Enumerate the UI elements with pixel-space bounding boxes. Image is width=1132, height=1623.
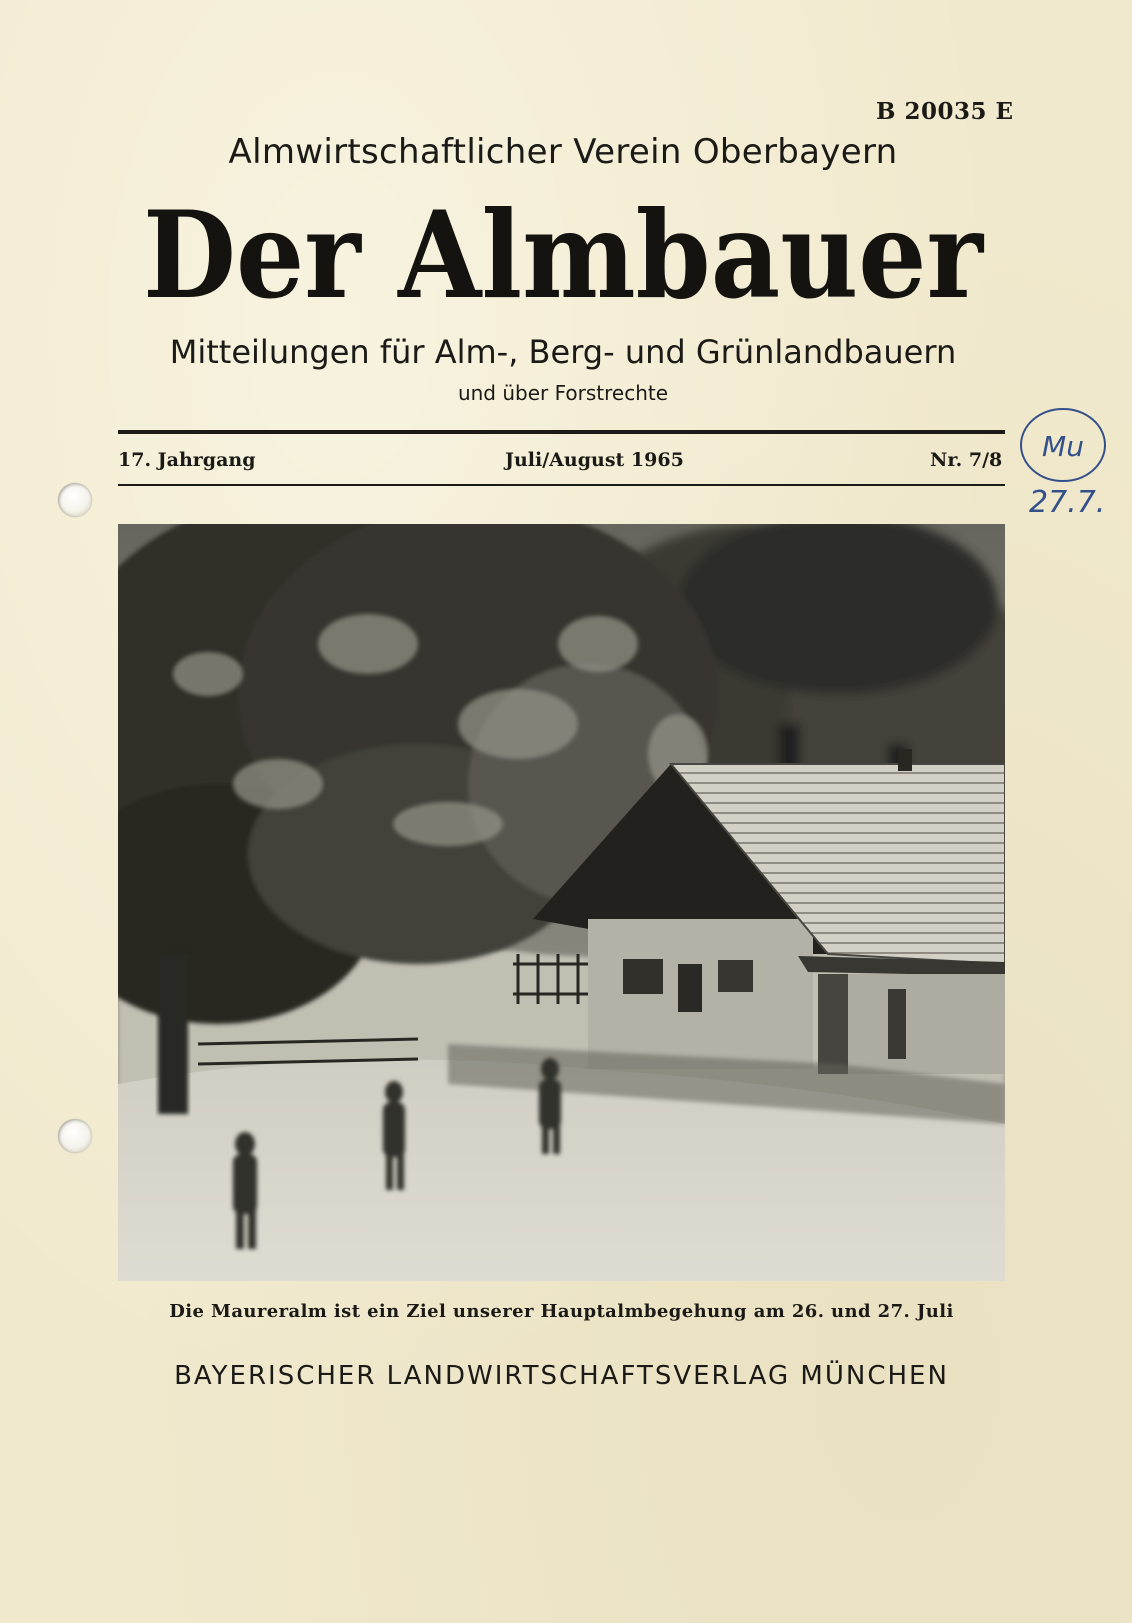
punch-hole-top <box>58 483 92 517</box>
handwritten-annotation <box>1015 402 1120 532</box>
top-rule <box>118 430 1005 434</box>
issue-date: Juli/August 1965 <box>505 449 684 471</box>
subtitle-secondary: und über Forstrechte <box>457 381 669 405</box>
issue-number: Nr. 7/8 <box>930 449 1003 471</box>
publisher: BAYERISCHER LANDWIRTSCHAFTSVERLAG MÜNCHEN <box>174 1361 949 1391</box>
punch-hole-bottom <box>58 1119 92 1153</box>
subtitle: Mitteilungen für Alm-, Berg- und Grünlandbauern <box>169 333 957 371</box>
masthead <box>118 195 1008 313</box>
postal-code: B 20035 E <box>876 98 1014 125</box>
photo-caption: Die Maureralm ist ein Ziel unserer Hauptalmbegehung am 26. und 27. Juli <box>169 1301 954 1322</box>
issue-volume: 17. Jahrgang <box>118 449 256 471</box>
cover-photo <box>118 524 1005 1281</box>
society-name: Almwirtschaftlicher Verein Oberbayern <box>228 132 898 172</box>
annotation-date: 27.7. <box>1029 485 1106 520</box>
annotation-initials: Mu <box>1042 430 1084 463</box>
bottom-rule <box>118 484 1005 486</box>
masthead-title: Der Almbauer <box>143 195 985 313</box>
